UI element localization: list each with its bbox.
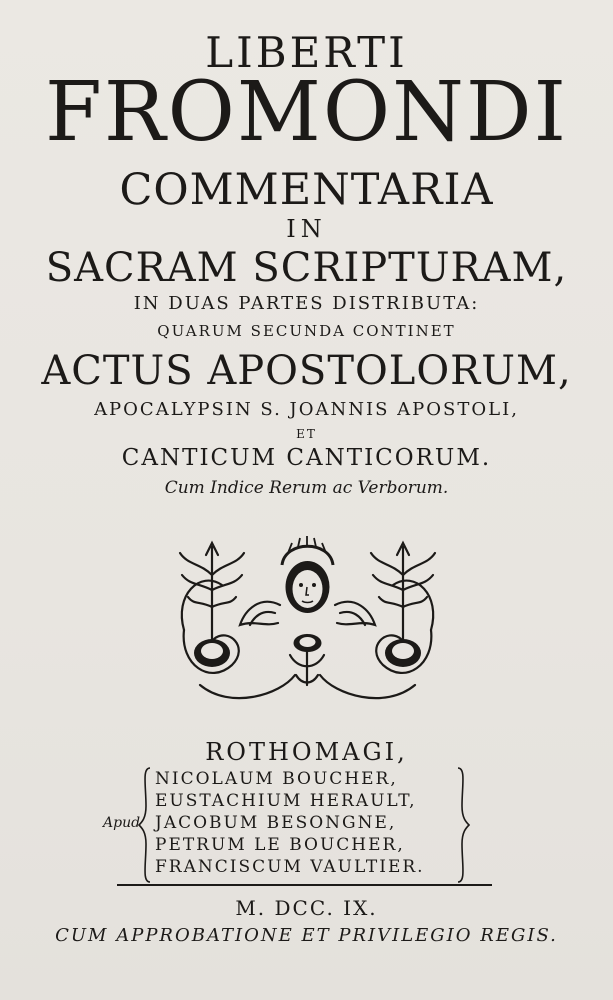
title-conjunction-et: ET	[296, 427, 317, 441]
printer-list	[155, 768, 455, 878]
title-contents-acts: ACTUS APOSTOLORUM,	[41, 348, 572, 394]
imprint-place: ROTHOMAGI,	[205, 738, 408, 766]
work-title: COMMENTARIA	[119, 165, 494, 215]
title-subject: SACRAM SCRIPTURAM,	[45, 245, 568, 291]
horizontal-rule	[117, 884, 492, 886]
left-brace-icon	[138, 766, 154, 884]
printer-name: FRANCISCUM VAULTIER.	[155, 857, 425, 877]
printer-name: PETRUM LE BOUCHER,	[155, 835, 405, 855]
author-surname: FROMONDI	[45, 65, 568, 160]
author-first-name: LIBERTI	[205, 28, 408, 77]
title-division-line: IN DUAS PARTES DISTRIBUTA:	[133, 293, 480, 314]
title-connector-in: IN	[286, 215, 327, 243]
imprint-date: M. DCC. IX.	[235, 896, 378, 920]
title-contents-canticle: CANTICUM CANTICORUM.	[121, 445, 492, 471]
printer-name: JACOBUM BESONGNE,	[155, 813, 397, 833]
printer-name: NICOLAUM BOUCHER,	[155, 769, 398, 789]
title-index-note: Cum Indice Rerum ac Verborum.	[164, 478, 449, 498]
right-brace-icon	[454, 766, 470, 884]
cherub-ornament-icon	[170, 535, 445, 720]
printer-name: EUSTACHIUM HERAULT,	[155, 791, 417, 811]
title-contents-intro: QUARUM SECUNDA CONTINET	[157, 322, 456, 340]
imprint-privilege: CUM APPROBATIONE ET PRIVILEGIO REGIS.	[55, 925, 558, 946]
title-contents-apocalypse: APOCALYPSIN S. JOANNIS APOSTOLI,	[94, 399, 519, 420]
imprint-apud: Apud	[103, 815, 141, 831]
